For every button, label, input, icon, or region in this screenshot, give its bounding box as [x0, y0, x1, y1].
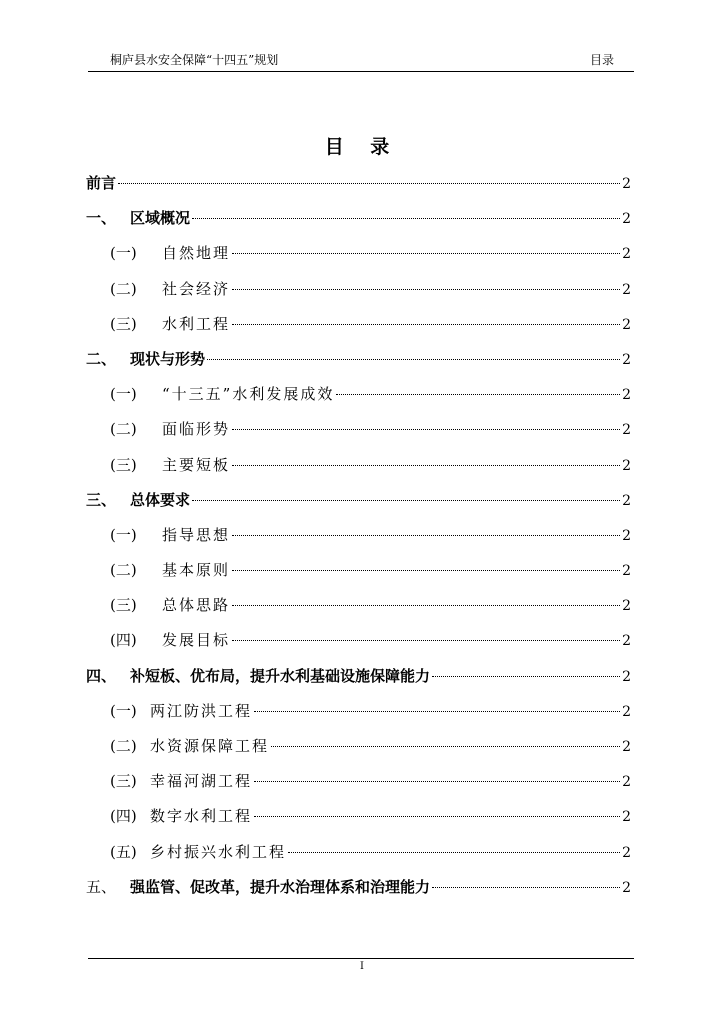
toc-entry-chapter-4[interactable] [86, 659, 631, 694]
toc-leader-dots [192, 500, 620, 501]
toc-page-number: 2 [622, 211, 631, 228]
header-document-title: 桐庐县水安全保障“十四五”规划 [110, 53, 279, 67]
toc-leader-dots [207, 359, 620, 360]
toc-leader-dots [254, 711, 620, 712]
toc-page-number: 2 [622, 774, 631, 791]
toc-leader-dots [232, 429, 620, 430]
toc-entry-title: 指导思想 [162, 525, 231, 544]
toc-page-number: 2 [622, 844, 631, 861]
toc-section-number: (四) [110, 631, 137, 650]
toc-section-number: (三) [110, 596, 137, 615]
toc-leader-dots [288, 852, 620, 853]
toc-entry-title: 水利工程 [162, 314, 231, 333]
toc-section-number: (二) [110, 279, 137, 298]
page-title: 目 录 [324, 136, 400, 158]
toc-entry-section-1-2[interactable] [86, 272, 631, 307]
toc-page-number: 2 [622, 668, 631, 685]
footer-divider [88, 958, 634, 959]
toc-entry-section-3-3[interactable] [86, 588, 631, 623]
toc-page-number: 2 [622, 457, 631, 474]
toc-entry-section-4-3[interactable] [86, 764, 631, 799]
toc-page-number: 2 [622, 492, 631, 509]
toc-section-number: (四) [110, 807, 137, 826]
toc-page-number: 2 [622, 598, 631, 615]
toc-page-number: 2 [622, 809, 631, 826]
toc-entry-title: 总体要求 [130, 490, 191, 509]
toc-entry-title: 社会经济 [162, 279, 231, 298]
toc-leader-dots [232, 324, 620, 325]
toc-section-number: (一) [110, 385, 137, 404]
toc-section-number: (五) [110, 842, 137, 861]
toc-entry-section-2-3[interactable] [86, 448, 631, 483]
header-section-label: 目录 [589, 53, 614, 67]
toc-chapter-number: 三、 [86, 490, 117, 509]
toc-section-number: (二) [110, 420, 137, 439]
toc-leader-dots [432, 676, 620, 677]
toc-entry-title: 幸福河湖工程 [150, 772, 253, 791]
toc-leader-dots [232, 605, 620, 606]
toc-entry-preface[interactable] [86, 166, 631, 201]
page-header [88, 50, 634, 70]
toc-entry-section-4-1[interactable] [86, 694, 631, 729]
footer-page-number: I [360, 961, 364, 972]
toc-entry-chapter-1[interactable] [86, 201, 631, 236]
toc-entry-title: 现状与形势 [130, 349, 206, 368]
toc-entry-title: 乡村振兴水利工程 [150, 842, 287, 861]
toc-leader-dots [192, 218, 620, 219]
toc-chapter-number: 四、 [86, 666, 117, 685]
toc-entry-title: 发展目标 [162, 631, 231, 650]
toc-page-number: 2 [622, 739, 631, 755]
toc-leader-dots [432, 887, 620, 888]
toc-entry-title: 面临形势 [162, 420, 231, 439]
toc-entry-section-2-1[interactable] [86, 377, 631, 412]
toc-entry-title: 总体思路 [162, 596, 231, 615]
toc-page-number: 2 [622, 387, 631, 404]
toc-leader-dots [232, 570, 620, 571]
toc-entry-section-3-1[interactable] [86, 518, 631, 553]
toc-section-number: (二) [110, 737, 137, 755]
toc-section-number: (一) [110, 244, 137, 263]
toc-leader-dots [232, 535, 620, 536]
toc-leader-dots [254, 816, 620, 817]
toc-page-number: 2 [622, 316, 631, 333]
toc-leader-dots [336, 394, 620, 395]
toc-leader-dots [232, 289, 620, 290]
toc-entry-title: 前言 [86, 174, 117, 192]
toc-entry-section-4-4[interactable] [86, 799, 631, 834]
toc-entry-title: 主要短板 [162, 455, 231, 474]
toc-chapter-number: 二、 [86, 349, 117, 368]
toc-page-number: 2 [622, 351, 631, 368]
toc-chapter-number: 一、 [86, 209, 117, 228]
toc-page-number: 2 [622, 281, 631, 298]
toc-entry-title: 强监管、促改革，提升水治理体系和治理能力 [130, 877, 431, 896]
toc-entry-title: 水资源保障工程 [150, 737, 270, 755]
toc-leader-dots [254, 781, 620, 782]
toc-leader-dots [232, 640, 620, 641]
toc-entry-title: 基本原则 [162, 561, 231, 580]
table-of-contents [86, 166, 631, 905]
toc-section-number: (三) [110, 314, 137, 333]
toc-section-number: (一) [110, 701, 137, 720]
toc-entry-title: 两江防洪工程 [150, 701, 253, 720]
toc-entry-chapter-5[interactable] [86, 870, 631, 905]
toc-entry-title: 补短板、优布局，提升水利基础设施保障能力 [130, 666, 431, 685]
toc-leader-dots [232, 253, 620, 254]
toc-page-number: 2 [622, 633, 631, 650]
toc-entry-section-1-3[interactable] [86, 307, 631, 342]
toc-page-number: 2 [622, 563, 631, 580]
toc-entry-title: 数字水利工程 [150, 807, 253, 826]
toc-section-number: (三) [110, 772, 137, 791]
toc-page-number: 2 [622, 246, 631, 263]
toc-page-number: 2 [622, 176, 631, 192]
toc-entry-chapter-3[interactable] [86, 483, 631, 518]
toc-section-number: (二) [110, 561, 137, 580]
toc-leader-dots [118, 183, 620, 184]
toc-entry-section-4-2[interactable] [86, 729, 631, 764]
toc-entry-title: 区域概况 [130, 209, 191, 228]
toc-entry-section-4-5[interactable] [86, 835, 631, 870]
toc-entry-section-3-2[interactable] [86, 553, 631, 588]
toc-entry-title: 自然地理 [162, 244, 231, 263]
toc-leader-dots [232, 465, 620, 466]
toc-entry-section-1-1[interactable] [86, 236, 631, 271]
toc-entry-section-2-2[interactable] [86, 412, 631, 447]
toc-chapter-number: 五、 [86, 877, 117, 896]
toc-leader-dots [271, 746, 620, 747]
toc-page-number: 2 [622, 527, 631, 544]
toc-section-number: (一) [110, 525, 137, 544]
toc-entry-section-3-4[interactable] [86, 623, 631, 658]
toc-section-number: (三) [110, 455, 137, 474]
toc-page-number: 2 [622, 703, 631, 720]
toc-entry-title: “十三五”水利发展成效 [162, 385, 335, 404]
toc-page-number: 2 [622, 879, 631, 896]
toc-page-number: 2 [622, 422, 631, 439]
toc-entry-chapter-2[interactable] [86, 342, 631, 377]
header-divider [88, 71, 634, 72]
